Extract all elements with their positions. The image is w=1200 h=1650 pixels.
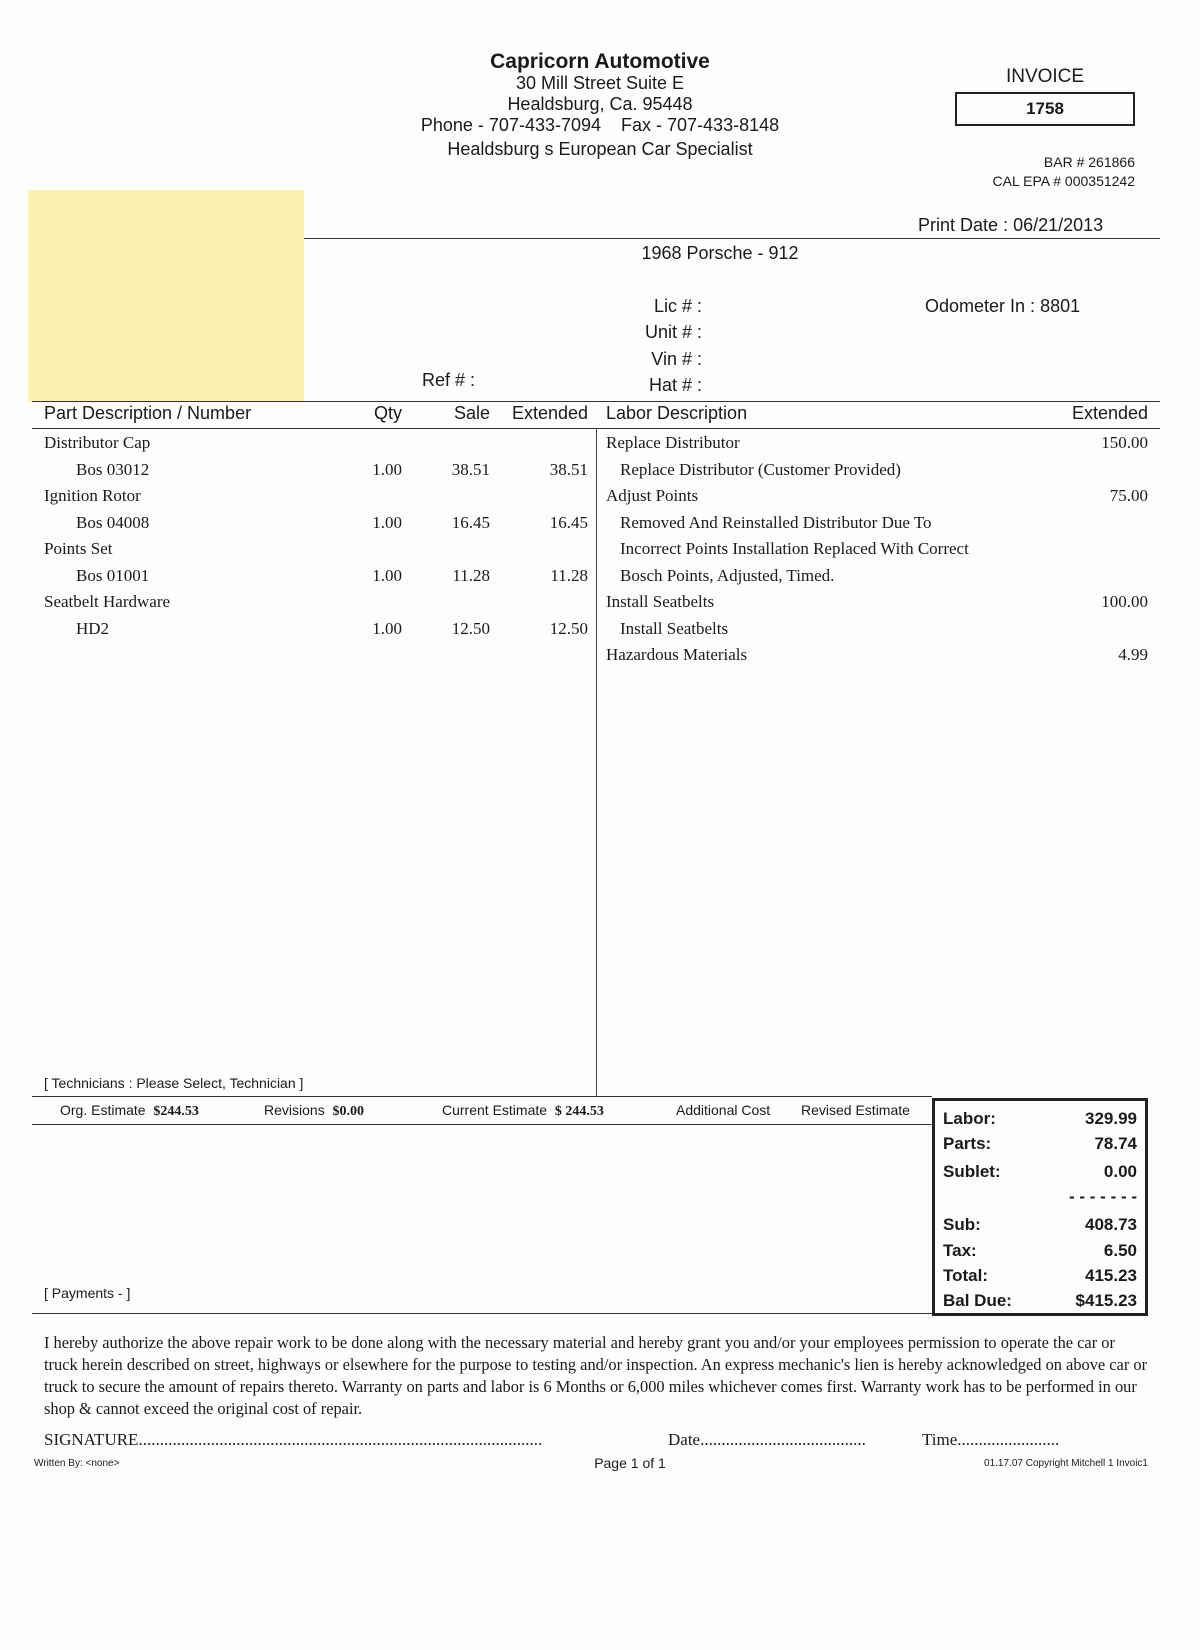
hat-label: Hat # : — [648, 375, 702, 395]
odometer-label: Odometer In : — [925, 296, 1036, 316]
labor-description: Replace Distributor (Customer Provided) — [620, 459, 901, 479]
labor-row — [600, 536, 1160, 562]
date-line: Date....................................... — [668, 1430, 866, 1449]
sub-total-label: Sub: — [943, 1215, 981, 1234]
labor-total-value: 329.99 — [1085, 1109, 1137, 1128]
estimate-top-rule — [32, 1096, 932, 1097]
part-extended: 16.45 — [549, 512, 588, 532]
labor-extended: 4.99 — [1118, 645, 1148, 664]
balance-due-label: Bal Due: — [943, 1291, 1012, 1310]
labor-row — [600, 589, 1160, 615]
totals-balance-due — [943, 1291, 1137, 1317]
labor-extended: 100.00 — [1101, 592, 1148, 611]
ref-label: Ref # : — [421, 370, 475, 390]
tax-value: 6.50 — [1103, 1241, 1137, 1260]
page-number: Page 1 of 1 — [594, 1455, 666, 1471]
totals-sub — [943, 1215, 1137, 1241]
part-row — [0, 563, 600, 589]
labor-description: Incorrect Points Installation Replaced With Correct — [620, 539, 969, 558]
part-extended: 12.50 — [549, 618, 588, 638]
totals-separator — [943, 1187, 1137, 1213]
print-date — [918, 215, 1103, 236]
part-sale: 16.45 — [451, 512, 490, 532]
print-date-label: Print Date : — [918, 215, 1009, 235]
balance-due-value: $415.23 — [1075, 1291, 1137, 1310]
parts-total-value: 78.74 — [1094, 1134, 1137, 1153]
part-description: HD2 — [76, 618, 110, 638]
invoice-number: 1758 — [955, 92, 1135, 126]
totals-sublet — [943, 1162, 1137, 1188]
part-row — [0, 483, 600, 509]
parts-header-sale: Sale — [453, 403, 490, 423]
part-description: Points Set — [44, 539, 113, 558]
labor-description: Hazardous Materials — [606, 645, 748, 664]
parts-header-qty: Qty — [373, 403, 402, 423]
labor-row — [600, 483, 1160, 509]
table-top-rule — [32, 401, 1160, 402]
shop-city: Healdsburg, Ca. 95448 — [507, 94, 693, 114]
labor-row — [600, 430, 1160, 456]
time-line: Time........................ — [922, 1430, 1060, 1449]
org-estimate — [60, 1102, 199, 1120]
payments-note: [ Payments - ] — [44, 1285, 131, 1301]
part-description: Distributor Cap — [44, 433, 151, 452]
tax-label: Tax: — [943, 1241, 977, 1260]
shop-address: 30 Mill Street Suite E — [515, 73, 685, 93]
current-estimate — [442, 1102, 604, 1120]
labor-description: Install Seatbelts — [606, 592, 715, 611]
labor-description: Removed And Reinstalled Distributor Due To — [620, 512, 932, 532]
shop-name: Capricorn Automotive — [490, 50, 710, 73]
part-description: Ignition Rotor — [44, 486, 141, 505]
part-description: Bos 03012 — [76, 459, 150, 479]
part-extended: 38.51 — [549, 459, 588, 479]
part-row — [0, 536, 600, 562]
parts-header-extended: Extended — [511, 403, 588, 423]
payments-rule — [32, 1313, 932, 1314]
total-label: Total: — [943, 1266, 989, 1285]
labor-description: Bosch Points, Adjusted, Timed. — [620, 565, 835, 585]
written-by: Written By: <none> — [34, 1458, 120, 1469]
technicians-note: [ Technicians : Please Select, Technician ] — [44, 1075, 304, 1091]
shop-tagline: Healdsburg s European Car Specialist — [447, 139, 753, 159]
estimate-bottom-rule — [32, 1124, 932, 1125]
cal-epa-number: CAL EPA # 000351242 — [992, 173, 1135, 189]
part-description: Bos 01001 — [76, 565, 150, 585]
labor-header-extended: Extended — [1071, 403, 1148, 423]
additional-cost-label: Additional Cost — [676, 1102, 771, 1118]
labor-description: Replace Distributor — [606, 433, 740, 452]
part-sale: 38.51 — [451, 459, 490, 479]
labor-row — [600, 642, 1160, 668]
print-date-value: 06/21/2013 — [1013, 215, 1104, 235]
header-divider — [304, 238, 1160, 239]
part-row — [0, 616, 600, 642]
unit-label: Unit # : — [644, 322, 702, 342]
part-sale: 12.50 — [451, 618, 490, 638]
authorization-text: I hereby authorize the above repair work to be done along with the necessary material and hereby grant you and/or your employees permission to operate the car or truck herein described on street, highways or elsewhere for the purpose to testing and/or inspection. An express mechanic's lien is hereby acknowledged on above car or truck to secure the amount of repairs thereto. Warranty on parts and labor is 6 Months or 6,000 miles whichever comes first. Warranty work has to be performed in our shop & cannot exceed the original cost of repair. — [44, 1333, 1148, 1418]
labor-row — [600, 563, 1160, 589]
revisions-value: $0.00 — [332, 1104, 364, 1119]
parts-total-label: Parts: — [943, 1134, 992, 1153]
labor-row — [600, 457, 1160, 483]
odometer — [925, 296, 1080, 317]
part-row — [0, 589, 600, 615]
current-estimate-value: $ 244.53 — [554, 1104, 604, 1119]
revisions-label: Revisions — [264, 1102, 325, 1118]
revised-estimate-label: Revised Estimate — [801, 1102, 910, 1118]
totals-labor — [943, 1109, 1137, 1135]
totals-tax — [943, 1241, 1137, 1267]
part-qty: 1.00 — [372, 512, 402, 532]
part-row — [0, 510, 600, 536]
lic-label: Lic # : — [653, 296, 702, 316]
part-qty: 1.00 — [372, 618, 402, 638]
sticky-note — [28, 190, 304, 402]
labor-row — [600, 510, 1160, 536]
labor-extended: 150.00 — [1101, 433, 1148, 452]
part-qty: 1.00 — [372, 565, 402, 585]
odometer-value: 8801 — [1040, 296, 1081, 316]
current-estimate-label: Current Estimate — [442, 1102, 548, 1118]
labor-description: Adjust Points — [606, 486, 699, 505]
sub-total-value: 408.73 — [1085, 1215, 1137, 1234]
bar-number: BAR # 261866 — [1043, 154, 1135, 170]
copyright: 01.17.07 Copyright Mitchell 1 Invoic1 — [984, 1458, 1148, 1469]
part-row — [0, 430, 600, 456]
sublet-total-value: 0.00 — [1103, 1162, 1137, 1181]
labor-description: Install Seatbelts — [620, 618, 729, 638]
part-row — [0, 457, 600, 483]
part-description: Seatbelt Hardware — [44, 592, 171, 611]
part-extended: 11.28 — [550, 565, 588, 585]
totals-box — [932, 1098, 1148, 1316]
labor-row — [600, 616, 1160, 642]
part-qty: 1.00 — [372, 459, 402, 479]
signature-line: SIGNATURE............................................................................................... — [44, 1430, 543, 1449]
parts-header-description: Part Description / Number — [44, 403, 252, 423]
vehicle-description: 1968 Porsche - 912 — [641, 243, 799, 263]
labor-total-label: Labor: — [943, 1109, 996, 1128]
total-value: 415.23 — [1085, 1266, 1137, 1285]
invoice-label: INVOICE — [1005, 66, 1085, 87]
totals-separator-dashes: - - - - - - - — [1069, 1187, 1137, 1206]
revisions — [264, 1102, 364, 1120]
org-estimate-label: Org. Estimate — [60, 1102, 146, 1118]
part-sale: 11.28 — [452, 565, 490, 585]
shop-phone-fax: Phone - 707-433-7094 Fax - 707-433-8148 — [420, 115, 780, 135]
part-description: Bos 04008 — [76, 512, 150, 532]
sublet-total-label: Sublet: — [943, 1162, 1001, 1181]
totals-total — [943, 1266, 1137, 1292]
labor-extended: 75.00 — [1109, 486, 1148, 505]
labor-header-description: Labor Description — [606, 403, 748, 423]
org-estimate-value: $244.53 — [153, 1104, 199, 1119]
totals-parts — [943, 1134, 1137, 1160]
vin-label: Vin # : — [651, 349, 702, 369]
